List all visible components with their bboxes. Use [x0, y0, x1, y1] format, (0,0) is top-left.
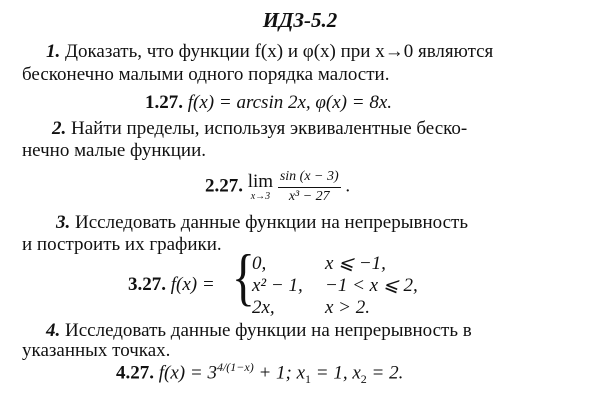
case3-value: 2x, — [252, 297, 275, 318]
task4-variant: 4.27. — [116, 362, 154, 384]
lim-word: lim — [247, 171, 274, 193]
task3-variant: 3.27. — [128, 274, 166, 295]
document-title: ИДЗ-5.2 — [262, 8, 338, 32]
fraction-denominator: x³ − 27 — [288, 188, 330, 204]
task1-text-line2: бесконечно малыми одного порядка малости. — [22, 64, 390, 85]
task3-lhs: f(x) = — [170, 274, 215, 295]
task4-formula-row — [116, 360, 403, 387]
case1-condition: x ⩽ −1, — [325, 253, 386, 274]
task4-mid: = 1, x — [311, 362, 361, 384]
case1-value: 0, — [252, 253, 267, 274]
piecewise-brace: { — [231, 241, 255, 312]
task4-text-line1: Исследовать данные функции на непрерывность в — [65, 320, 472, 341]
task2-text-line2: нечно малые функции. — [22, 140, 207, 161]
task1-formula: f(x) = arcsin 2x, φ(x) = 8x. — [187, 92, 393, 113]
task3-number: 3. — [56, 212, 71, 233]
lim-subscript: x→3 — [250, 191, 271, 203]
task3-formula-head — [128, 274, 215, 296]
task1-formula-row — [145, 92, 392, 114]
case2-condition: −1 < x ⩽ 2, — [325, 275, 418, 296]
task4-exponent: 4/(1−x) — [216, 360, 254, 374]
task4-text-line2: указанных точках. — [22, 340, 171, 361]
task2-number: 2. — [52, 118, 67, 139]
task4-formula-base: f(x) = 3 — [158, 362, 217, 384]
task1-line1 — [46, 40, 493, 64]
task3-text-line2: и построить их графики. — [22, 234, 222, 255]
limit-operator — [248, 172, 273, 202]
task1-text-line1: Доказать, что функции f(x) и φ(x) при x→0 являются — [65, 41, 494, 62]
task4-formula-tail: + 1; x — [253, 362, 306, 384]
task2-text-line1: Найти пределы, используя эквивалентные беско- — [71, 118, 468, 139]
task2-formula-row — [205, 170, 350, 204]
task4-sub2: 2 — [360, 372, 367, 387]
task1-number: 1. — [46, 41, 61, 62]
limit-fraction — [278, 170, 341, 204]
fraction-numerator: sin (x − 3) — [278, 170, 341, 188]
task4-number: 4. — [46, 320, 61, 341]
task3-line1 — [56, 211, 468, 235]
task4-sub1: 1 — [305, 372, 312, 387]
task3-text-line1: Исследовать данные функции на непрерывность — [75, 212, 469, 233]
task2-tail: . — [345, 175, 351, 197]
task2-line1 — [52, 117, 467, 141]
case2-value: x² − 1, — [252, 275, 303, 296]
task2-variant: 2.27. — [205, 175, 243, 197]
task1-variant: 1.27. — [145, 92, 183, 113]
case3-condition: x > 2. — [325, 297, 371, 318]
task4-end: = 2. — [366, 362, 404, 384]
